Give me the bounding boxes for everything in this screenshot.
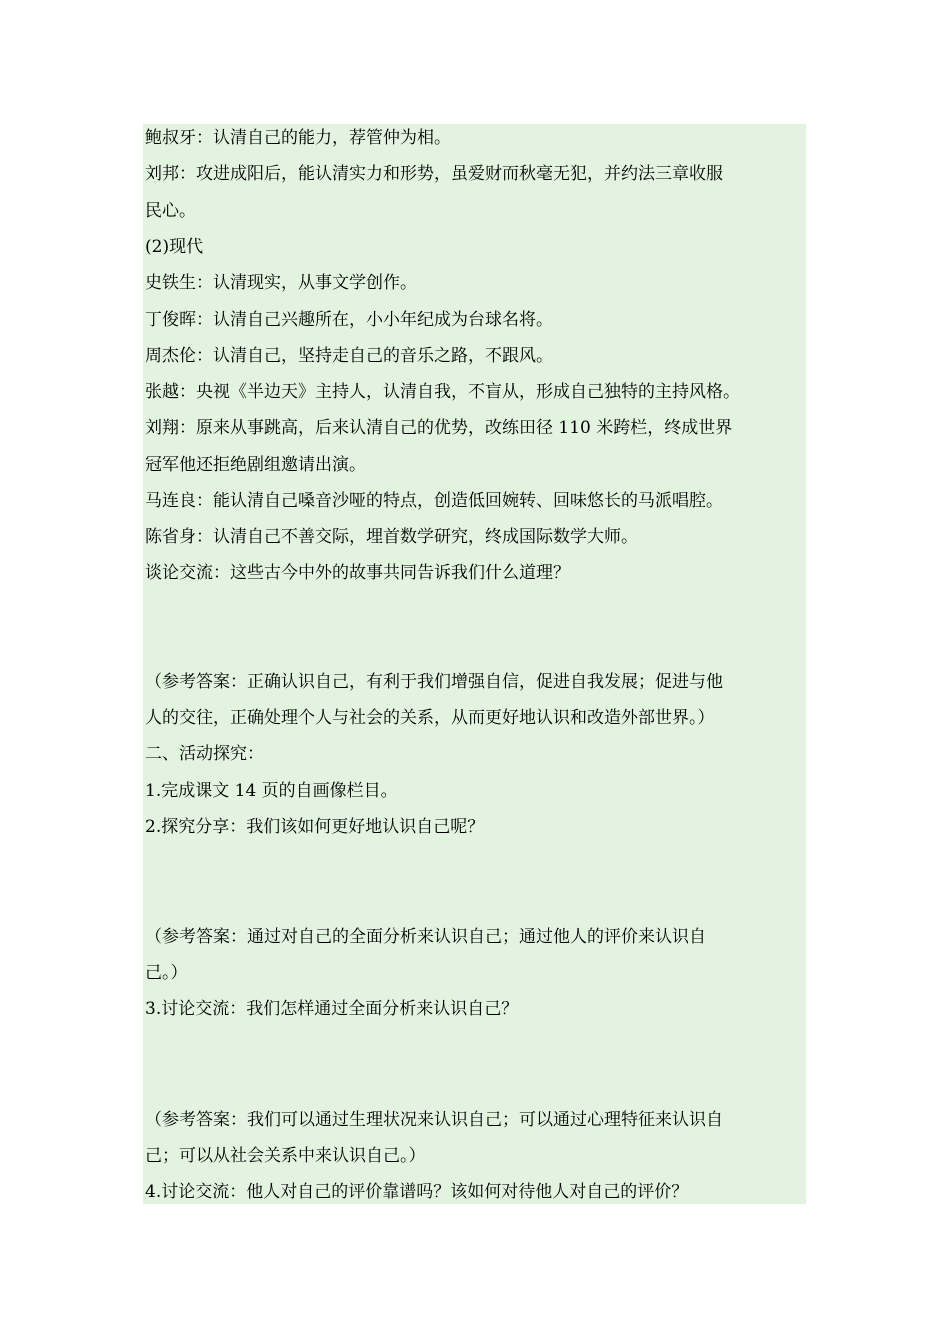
activity-item: 3.讨论交流：我们怎样通过全面分析来认识自己？ — [145, 999, 519, 1019]
text-line: 丁俊晖：认清自己兴趣所在，小小年纪成为台球名将。 — [145, 310, 553, 330]
text-line: 民心。 — [145, 201, 196, 221]
text-line: 陈省身：认清自己不善交际，埋首数学研究，终成国际数学大师。 — [145, 527, 638, 547]
section-heading: (2)现代 — [145, 237, 204, 257]
text-line: 史铁生：认清现实，从事文学创作。 — [145, 273, 417, 293]
text-line: 鲍叔牙：认清自己的能力，荐管仲为相。 — [145, 128, 451, 148]
section-heading: 二、活动探究： — [145, 744, 264, 764]
text-line: 马连良：能认清自己嗓音沙哑的特点，创造低回婉转、回味悠长的马派唱腔。 — [145, 491, 723, 511]
text-line: 冠军他还拒绝剧组邀请出演。 — [145, 455, 366, 475]
reference-answer: （参考答案：通过对自己的全面分析来认识自己；通过他人的评价来认识自 — [145, 927, 706, 947]
text-line: 张越：央视《半边天》主持人，认清自我，不盲从，形成自己独特的主持风格。 — [145, 382, 740, 402]
reference-answer: 人的交往，正确处理个人与社会的关系，从而更好地认识和改造外部世界。） — [145, 708, 715, 728]
text-line: 周杰伦：认清自己，坚持走自己的音乐之路，不跟风。 — [145, 346, 553, 366]
text-line: 刘邦：攻进成阳后，能认清实力和形势，虽爱财而秋毫无犯，并约法三章收服 — [145, 164, 723, 184]
reference-answer: （参考答案：我们可以通过生理状况来认识自己；可以通过心理特征来认识自 — [145, 1110, 723, 1130]
reference-answer: （参考答案：正确认识自己，有利于我们增强自信，促进自我发展；促进与他 — [145, 672, 723, 692]
discussion-question: 谈论交流：这些古今中外的故事共同告诉我们什么道理？ — [145, 563, 570, 583]
activity-item: 4.讨论交流：他人对自己的评价靠谱吗？该如何对待他人对自己的评价？ — [145, 1182, 689, 1202]
reference-answer: 己。） — [145, 963, 188, 983]
text-line: 刘翔：原来从事跳高，后来认清自己的优势，改练田径 110 米跨栏，终成世界 — [145, 418, 733, 438]
reference-answer: 己；可以从社会关系中来认识自己。） — [145, 1146, 426, 1166]
activity-item: 2.探究分享：我们该如何更好地认识自己呢？ — [145, 817, 485, 837]
activity-item: 1.完成课文 14 页的自画像栏目。 — [145, 781, 398, 801]
